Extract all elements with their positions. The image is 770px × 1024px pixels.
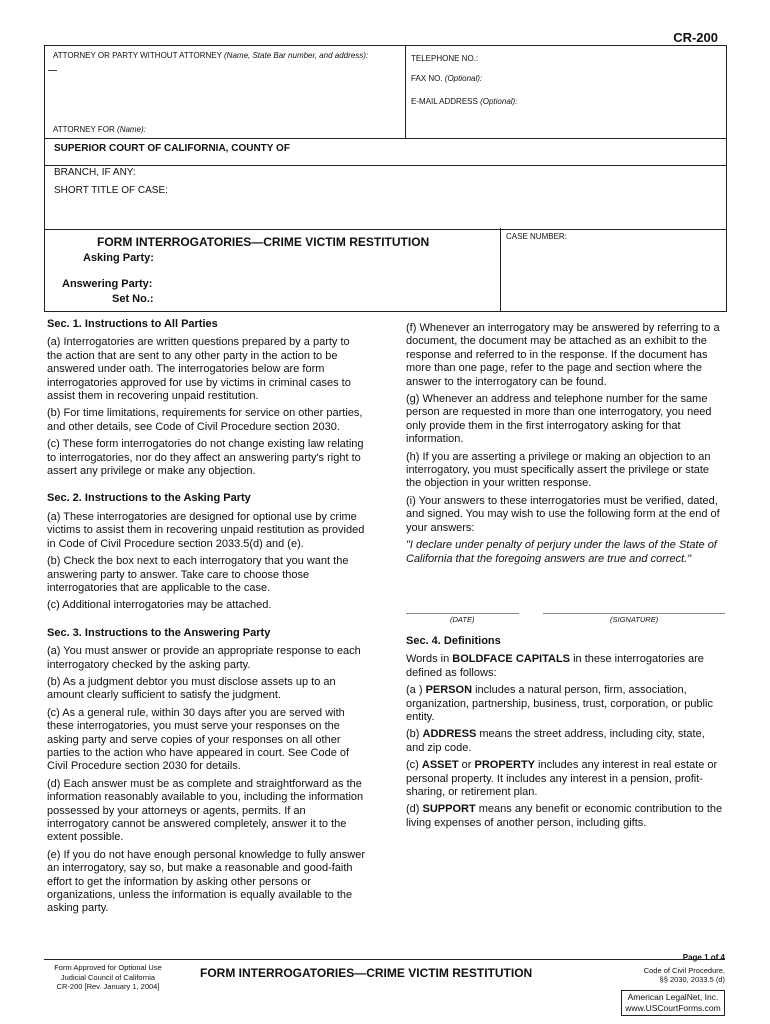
sec2-c: (c) Additional interrogatories may be attached. <box>47 599 272 612</box>
footer-code: Page 1 of 4 Code of Civil Procedure, §§ 2030, 2033.5 (d) <box>643 953 725 984</box>
sec4-intro: Words in BOLDFACE CAPITALS in these interrogatories are defined as follows: <box>406 653 704 679</box>
sec2-b: (b) Check the box next to each interrogatory that you want the answering party to answer. Take care to choose those interrogatories that are applicable to the case. <box>47 555 349 594</box>
sec1-c: (c) These form interrogatories do not change existing law relating to interrogatories, nor do they affect an answering party's right to assert any privilege or make any objection. <box>47 438 364 478</box>
definitions-section <box>406 635 726 834</box>
sec3-e: (e) If you do not have enough personal knowledge to fully answer an interrogatory, say so, but make a reasonable and good-faith effort to get the information by asking other persons or organizations, unless the information is equally available to the asking party. <box>47 848 365 915</box>
asking-party-label: Asking Party: <box>83 252 154 264</box>
sec2-heading: Sec. 2. Instructions to the Asking Party <box>47 492 251 505</box>
answering-party-label: Answering Party: <box>62 278 153 290</box>
sec3-d: (d) Each answer must be as complete and straightforward as the information reasonably available to you, including the information possessed by your attorneys or agents, permits. If an interrogatory cannot be answered completely, answer it to the extent possible. <box>47 777 364 844</box>
instr-f: (f) Whenever an interrogatory may be answered by referring to a document, the document may be attached as an exhibit to the response and referred to in the response. If the document has more than one page, refer to the page and section where the answer to the interrogatory can be found. <box>406 322 720 388</box>
def-support: (d) SUPPORT means any benefit or economic contribution to the living expenses of another person, including gifts. <box>406 803 723 829</box>
telephone-label: TELEPHONE NO.: <box>411 54 479 63</box>
sec1-b: (b) For time limitations, requirements for service on other parties, and other details, see Code of Civil Procedure section 2030. <box>47 407 363 433</box>
fax-label: FAX NO. (Optional): <box>411 74 483 83</box>
date-line[interactable] <box>406 613 519 614</box>
footer-title: FORM INTERROGATORIES—CRIME VICTIM RESTITUTION <box>200 966 533 980</box>
attorney-name-field[interactable] <box>48 70 57 71</box>
declaration-text: "I declare under penalty of perjury under the laws of the State of California that the foregoing answers are true and correct." <box>406 539 717 565</box>
right-column <box>406 322 726 570</box>
case-number-label: CASE NUMBER: <box>506 232 567 241</box>
email-label: E-MAIL ADDRESS (Optional): <box>411 97 518 106</box>
def-address: (b) ADDRESS means the street address, including city, state, and zip code. <box>406 728 705 754</box>
title-block <box>44 228 727 312</box>
footer-approval: Form Approved for Optional Use Judicial Council of California CR-200 [Rev. January 1, 2004] <box>54 963 162 991</box>
instr-i: (i) Your answers to these interrogatories must be verified, dated, and signed. You may wish to use the following form at the end of your answers: <box>406 494 720 534</box>
def-asset: (c) ASSET or PROPERTY includes any interest in real estate or personal property. It includes any interest in a pension, profit-sharing, or retirement plan. <box>406 759 718 799</box>
branch-label: BRANCH, IF ANY: <box>54 167 136 178</box>
instr-g: (g) Whenever an address and telephone number for the same person are requested in more than one interrogatory, you need only provide them in the first interrogatory asking for that information. <box>406 393 712 446</box>
form-title: FORM INTERROGATORIES—CRIME VICTIM RESTITUTION <box>97 235 430 249</box>
attorney-for-label: ATTORNEY FOR (Name): <box>53 125 146 134</box>
court-label: SUPERIOR COURT OF CALIFORNIA, COUNTY OF <box>54 143 290 154</box>
short-title-label: SHORT TITLE OF CASE: <box>54 185 168 196</box>
sec2-a: (a) These interrogatories are designed for optional use by crime victims to assist them in recovering unpaid restitution as provided in Code of Civil Procedure section 2033.5(d) and (e). <box>47 510 365 550</box>
page-number: Page 1 of 4 <box>682 953 725 962</box>
def-person: (a ) PERSON includes a natural person, firm, association, organization, partnership, business, trust, corporation, or public entity. <box>406 684 713 724</box>
date-label: (DATE) <box>450 615 475 624</box>
form-number: CR-200 <box>673 30 718 45</box>
sec3-heading: Sec. 3. Instructions to the Answering Party <box>47 626 271 639</box>
signature-line[interactable] <box>543 613 725 614</box>
left-column <box>47 318 365 920</box>
publisher-stamp: American LegalNet, Inc. www.USCourtForms.com <box>621 990 725 1016</box>
instr-h: (h) If you are asserting a privilege or making an objection to an interrogatory, you must specifically assert the privilege or state the objection in your written response. <box>406 450 711 490</box>
sec1-heading: Sec. 1. Instructions to All Parties <box>47 318 218 330</box>
caption-header-box <box>44 45 727 230</box>
sec4-heading: Sec. 4. Definitions <box>406 635 501 647</box>
sec3-b: (b) As a judgment debtor you must disclose assets up to an amount clearly sufficient to satisfy the judgment. <box>47 675 336 702</box>
set-no-label: Set No.: <box>112 293 154 305</box>
sec1-a: (a) Interrogatories are written questions prepared by a party to the action that are sent to any other party in the action to be answered under oath. The interrogatories below are form interrogatories approved for use by victims in criminal cases to assist them in recovering unpaid restitution. <box>47 336 351 403</box>
signature-label: (SIGNATURE) <box>610 615 659 624</box>
footer-rule <box>44 959 725 960</box>
sec3-a: (a) You must answer or provide an appropriate response to each interrogatory checked by the asking party. <box>47 645 361 671</box>
sec3-c: (c) As a general rule, within 30 days after you are served with these interrogatories, you must serve your responses on the asking party and serve copies of your responses on all other parties to the action who have appeared in court. See Code of Civil Procedure section 2030 for details. <box>47 706 350 773</box>
attorney-label: ATTORNEY OR PARTY WITHOUT ATTORNEY (Name, State Bar number, and address): <box>53 51 369 60</box>
